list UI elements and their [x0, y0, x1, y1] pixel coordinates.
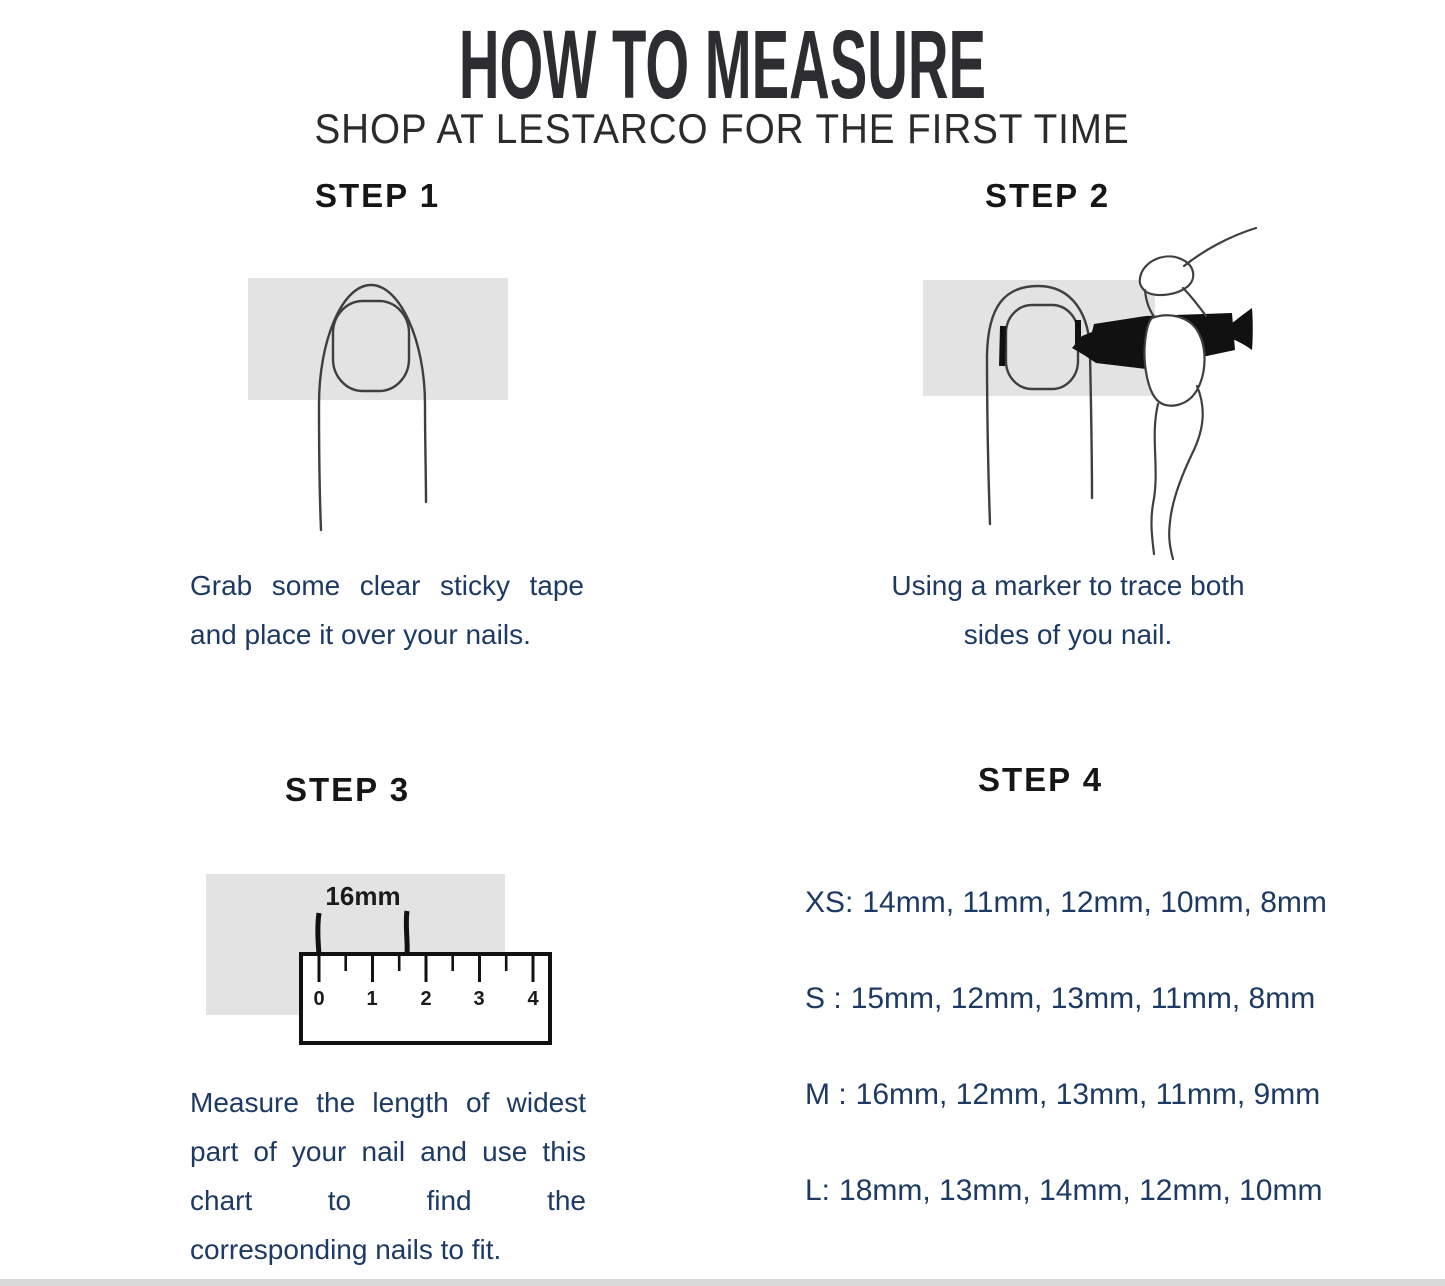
caption-line: and place it over your nails. [190, 619, 531, 650]
caption-line: part of your nail and use this [190, 1136, 586, 1167]
step1-finger-tape-illustration [230, 266, 540, 546]
header [0, 10, 1445, 119]
caption-line: chart to find the [190, 1185, 586, 1216]
caption-line: sides of you nail. [963, 619, 1173, 650]
tape-rect [248, 278, 508, 400]
caption-line: Measure the length of widest [190, 1087, 586, 1118]
step4-heading: STEP 4 [977, 761, 1104, 798]
size-label: L: [805, 1174, 831, 1207]
step2-caption [872, 561, 1264, 659]
step1-heading: STEP 1 [314, 177, 441, 214]
caption-line: Using a marker to trace both [891, 570, 1245, 601]
trace-mark-right [406, 911, 407, 955]
size-values: 15mm, 12mm, 13mm, 11mm, 8mm [850, 982, 1316, 1015]
ruler-number-2: 2 [420, 988, 432, 1010]
bottom-divider [0, 1279, 1445, 1286]
ruler-number-0: 0 [313, 988, 325, 1010]
caption-line: Grab some clear sticky tape [190, 570, 584, 601]
thumb-outline [1145, 315, 1205, 405]
ruler-number-1: 1 [366, 988, 378, 1010]
step3-caption [190, 1078, 586, 1274]
size-chart [805, 855, 1327, 1239]
step3-heading: STEP 3 [284, 771, 411, 808]
size-row-m [805, 1047, 1321, 1143]
trace-mark-left [318, 913, 319, 955]
ruler-number-3: 3 [473, 988, 485, 1010]
page-subtitle: SHOP AT LESTARCO FOR THE FIRST TIME [314, 105, 1131, 152]
trace-mark-left [1002, 326, 1003, 366]
size-label: S : [805, 982, 842, 1015]
size-values: 16mm, 12mm, 13mm, 11mm, 9mm [855, 1078, 1321, 1111]
size-label: XS: [805, 886, 854, 919]
size-values: 14mm, 11mm, 12mm, 10mm, 8mm [862, 886, 1327, 919]
subheader [0, 105, 1445, 152]
wrist-line-left [1151, 404, 1158, 554]
step2-heading: STEP 2 [984, 177, 1111, 214]
caption-line: corresponding nails to fit. [190, 1234, 502, 1265]
page-title: HOW TO MEASURE [458, 10, 987, 119]
size-row-xs [805, 855, 1327, 951]
size-row-l [805, 1143, 1323, 1239]
wrist-line-right [1169, 386, 1203, 559]
step3-ruler-illustration [190, 858, 570, 1058]
measurement-label: 16mm [325, 881, 401, 911]
size-label: M : [805, 1078, 847, 1111]
step2-marker-trace-illustration [900, 222, 1300, 567]
ruler-number-4: 4 [527, 988, 539, 1010]
size-row-s [805, 951, 1316, 1047]
index-finger-silhouette [1184, 228, 1256, 266]
hand-inner-edge [1183, 288, 1206, 316]
step1-caption [190, 561, 584, 659]
size-values: 18mm, 13mm, 14mm, 12mm, 10mm [839, 1174, 1323, 1207]
